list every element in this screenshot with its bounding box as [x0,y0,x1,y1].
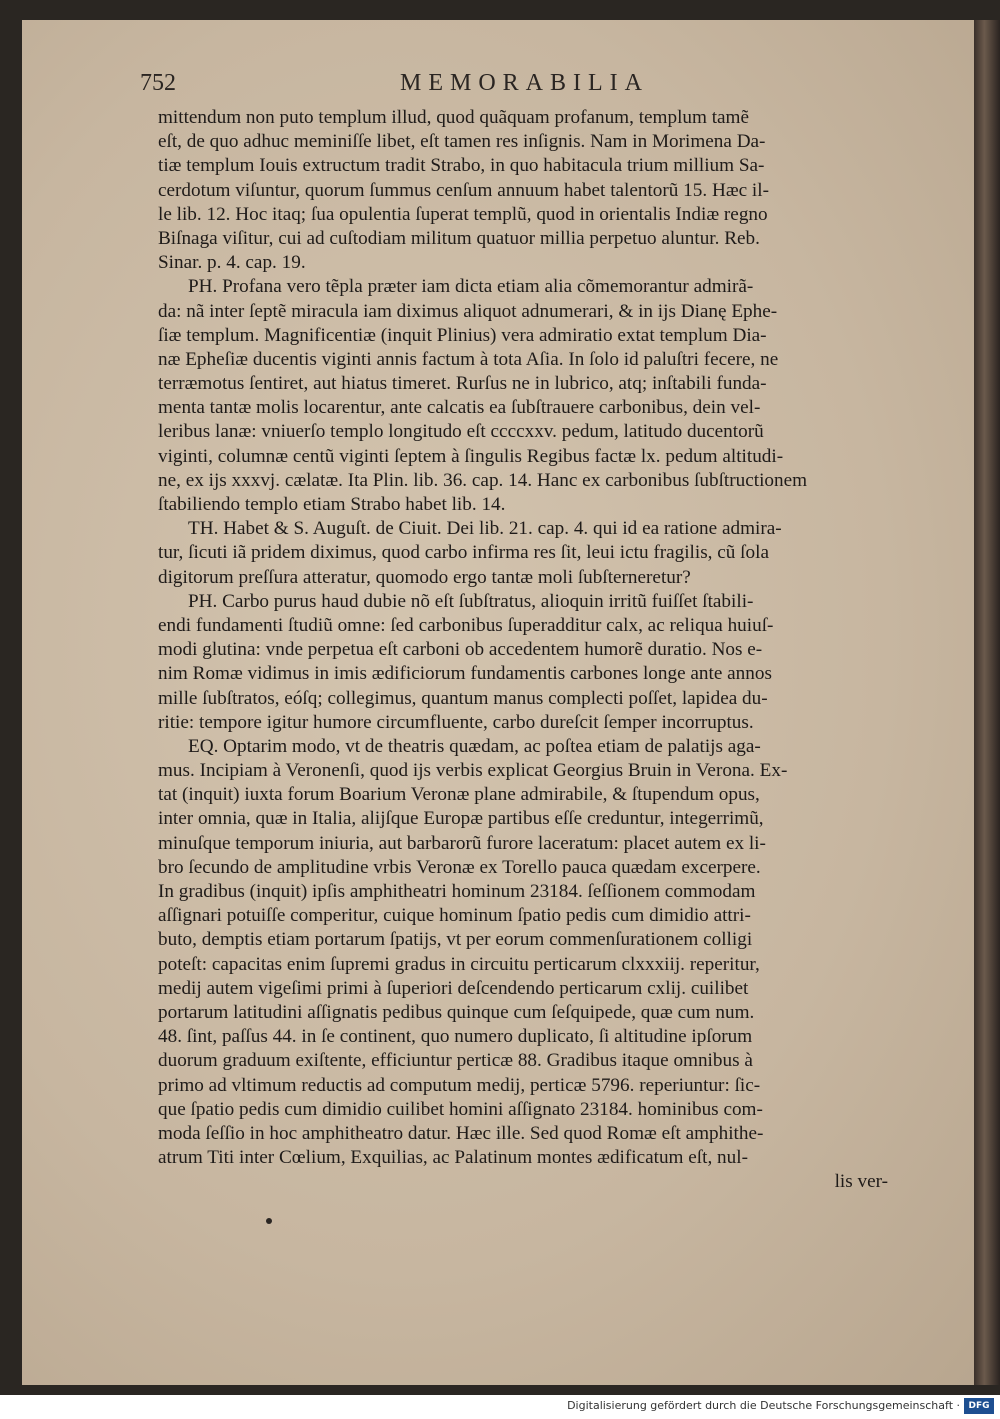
text-line: mus. Incipiam à Veronenſi, quod ijs verbis explicat Georgius Bruin in Verona. Ex- [158,760,788,782]
text-line: ſiæ templum. Magnificentiæ (inquit Plinius) vera admiratio extat templum Dia- [158,324,767,346]
text-line: poteſt: capacitas enim ſupremi gradus in circuitu perticarum clxxxiij. reperitur, [158,953,760,975]
text-line: ne, ex ijs xxxvj. cælatæ. Ita Plin. lib. 36. cap. 14. Hanc ex carbonibus ſubſtructionem [158,469,808,491]
text-line: tiæ templum Iouis extructum tradit Strabo, in quo habitacula trium millium Sa- [158,155,765,177]
page-number: 752 [140,70,176,96]
text-line: Sinar. p. 4. cap. 19. [158,252,306,274]
page-gutter [974,20,1000,1385]
footer-bar [0,1395,1000,1419]
dfg-logo: DFG [964,1398,994,1414]
text-line: nim Romæ vidimus in imis ædificiorum fundamentis carbones longe ante annos [158,663,772,685]
text-line: In gradibus (inquit) ipſis amphitheatri hominum 23184. ſeſſionem commodam [158,881,756,902]
text-line: mille ſubſtratos, eóſq; collegimus, quantum manus complecti poſſet, lapidea du- [158,687,768,709]
text-line: minuſque temporum iniuria, aut barbarorũ furore laceratum: placet autem ex li- [158,832,766,854]
text-line: aſſignari potuiſſe comperitur, cuique hominum ſpatio pedis cum dimidio attri- [158,905,751,927]
text-line: lis ver- [834,1171,888,1193]
text-line: 48. ſint, paſſus 44. in ſe continent, quo numero duplicato, ſi altitudine ipſorum [158,1026,753,1048]
text-line: PH. Carbo purus haud dubie nõ eſt ſubſtratus, alioquin irritũ fuiſſet ſtabili- [188,590,754,612]
funding-note: Digitalisierung gefördert durch die Deutsche Forschungsgemeinschaft · [567,1399,960,1412]
text-line: inter omnia, quæ in Italia, alijſque Europæ partibus eſſe creduntur, integerrimũ, [158,808,764,830]
text-line: eſt, de quo adhuc meminiſſe libet, eſt tamen res inſignis. Nam in Morimena Da- [158,131,766,153]
text-line: TH. Habet & S. Auguſt. de Ciuit. Dei lib. 21. cap. 4. qui id ea ratione admira- [188,518,782,540]
text-line: næ Epheſiæ ducentis viginti annis factum à tota Aſia. In ſolo id paluſtri fecere, ne [158,348,779,370]
text-line: ritie: tempore igitur humore circumfluente, carbo dureſcit ſemper incorruptus. [158,711,754,733]
text-line: mittendum non puto templum illud, quod quãquam profanum, templum tamẽ [158,107,749,128]
text-line: buto, demptis etiam portarum ſpatijs, vt per eorum commenſurationem colligi [158,929,753,951]
text-line: tat (inquit) iuxta forum Boarium Veronæ plane admirabile, & ſtupendum opus, [158,784,760,806]
text-line: medij autem vigeſimi primi à ſuperiori deſcendendo perticarum cxlij. cuilibet [158,977,749,999]
text-line: ſtabiliendo templo etiam Strabo habet lib. 14. [158,494,506,515]
text-line: cerdotum viſuntur, quorum ſummus cenſum annuum habet talentorũ 15. Hæc il- [158,179,769,201]
text-line: terræmotus ſentiret, aut hiatus timeret. Rurſus ne in lubrico, atq; inſtabili funda- [158,373,767,395]
text-line: viginti, columnæ centũ viginti ſeptem à ſingulis Regibus factæ lx. pedum altitudi- [158,445,784,467]
text-line: modi glutina: vnde perpetua eſt carboni ob accedentem humorẽ duratio. Nos e- [158,639,763,661]
text-line: da: nã inter ſeptẽ miracula iam diximus aliquot adnumerari, & in ijs Dianę Ephe- [158,300,778,322]
running-head [140,70,940,104]
text-line: menta tantæ molis locarentur, ante calcatis ea ſubſtrauere carbonibus, dein vel- [158,397,761,419]
text-line: PH. Profana vero tẽpla præter iam dicta etiam alia cõmemorantur admirã- [188,276,754,298]
text-line: bro ſecundo de amplitudine vrbis Veronæ ex Torello pauca quædam excerpere. [158,856,761,878]
text-line: leribus lanæ: vniuerſo templo longitudo eſt ccccxxv. pedum, latitudo ducentorũ [158,421,764,443]
text-line: primo ad vltimum reductis ad computum medij, perticæ 5796. reperiuntur: ſic- [158,1074,761,1096]
text-line: atrum Titi inter Cœlium, Exquilias, ac Palatinum montes ædificatum eſt, nul- [158,1147,748,1169]
body-text [158,106,898,1194]
text-line: digitorum preſſura atteratur, quomodo ergo tantæ moli ſubſterneretur? [158,566,691,588]
ink-dot [266,1218,272,1224]
text-line: tur, ſicuti iã pridem diximus, quod carbo infirma res ſit, leui ictu fragilis, cũ ſola [158,542,769,564]
text-line: Biſnaga viſitur, cui ad cuſtodiam militum quatuor millia perpetuo aluntur. Reb. [158,227,760,249]
text-line: EQ. Optarim modo, vt de theatris quædam, ac poſtea etiam de palatijs aga- [188,735,761,757]
text-line: moda ſeſſio in hoc amphitheatro datur. Hæc ille. Sed quod Romæ eſt amphithe- [158,1122,764,1144]
text-line: portarum latitudini aſſignatis pedibus quinque cum ſeſquipede, quæ cum num. [158,1001,755,1023]
running-title: MEMORABILIA [400,70,649,96]
text-line: que ſpatio pedis cum dimidio cuilibet homini aſſignato 23184. hominibus com- [158,1098,763,1120]
text-line: duorum graduum exiſtente, efficiuntur perticæ 88. Gradibus itaque omnibus à [158,1050,753,1072]
text-line: endi fundamenti ſtudiũ omne: ſed carbonibus ſuperadditur calx, ac reliqua huiuſ- [158,614,774,636]
text-line: le lib. 12. Hoc itaq; ſua opulentia ſuperat templũ, quod in orientalis Indiæ regno [158,203,768,225]
